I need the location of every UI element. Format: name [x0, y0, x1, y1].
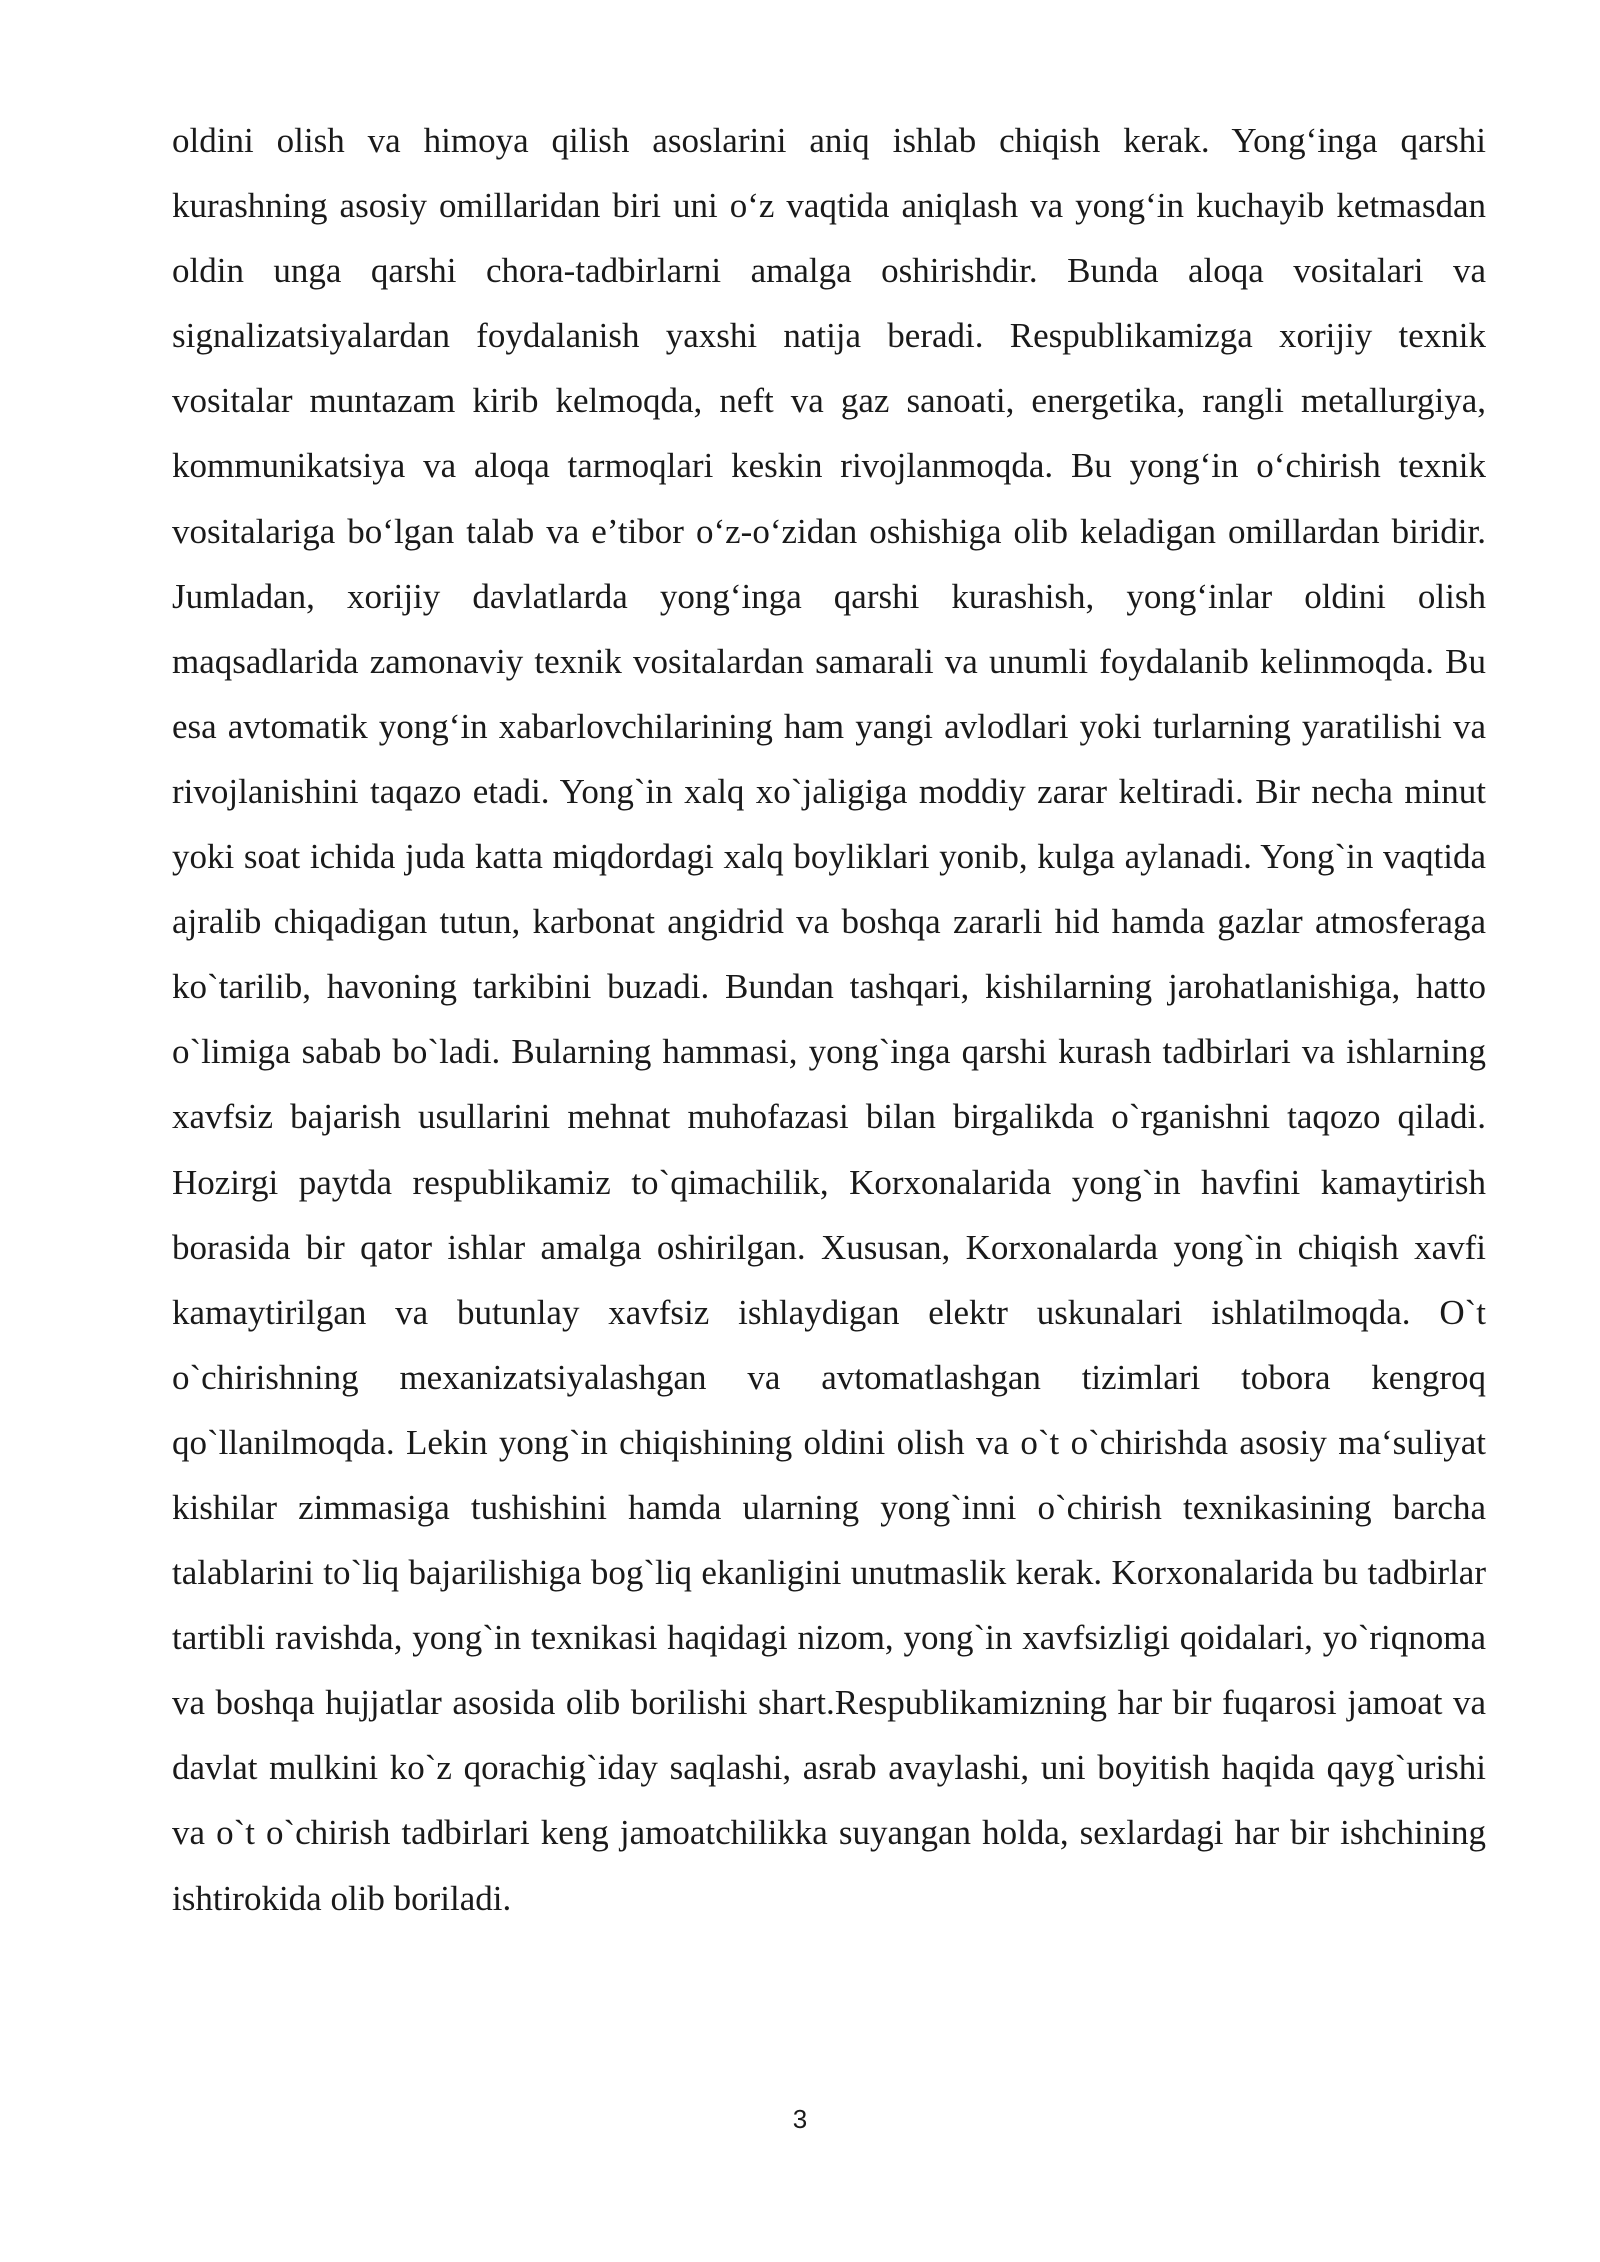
page-number: 3 [792, 2104, 808, 2134]
body-paragraph: oldini olish va himoya qilish asoslarini aniq ishlab chiqish kerak. Yong‘inga qarshi kurashning asosiy omillaridan biri uni o‘z vaqtida aniqlash va yong‘in kuchayib ketmasdan oldin unga qarshi chora-tadbirlarni amalga oshirishdir. Bunda aloqa vositalari va signalizatsiyalardan foydalanish yaxshi natija beradi. Respublikamizga xorijiy texnik vositalar muntazam kirib kelmoqda, neft va gaz sanoati, energetika, rangli metallurgiya, kommunikatsiya va aloqa tarmoqlari keskin rivojlanmoqda. Bu yong‘in o‘chirish texnik vositalariga bo‘lgan talab va e’tibor o‘z-o‘zidan oshishiga olib keladigan omillardan biridir. Jumladan, xorijiy davlatlarda yong‘inga qarshi kurashish, yong‘inlar oldini olish maqsadlarida zamonaviy texnik vositalardan samarali va unumli foydalanib kelinmoqda. Bu esa avtomatik yong‘in xabarlovchilarining ham yangi avlodlari yoki turlarning yaratilishi va rivojlanishini taqazo etadi. Yong`in xalq xo`jaligiga moddiy zarar keltiradi. Bir necha minut yoki soat ichida juda katta miqdordagi xalq boyliklari yonib, kulga aylanadi. Yong`in vaqtida ajralib chiqadigan tutun, karbonat angidrid va boshqa zararli hid hamda gazlar atmosferaga ko`tarilib, havoning tarkibini buzadi. Bundan tashqari, kishilarning jarohatlanishiga, hatto o`limiga sabab bo`ladi. Bularning hammasi, yong`inga qarshi kurash tadbirlari va ishlarning xavfsiz bajarish usullarini mehnat muhofazasi bilan birgalikda o`rganishni taqozo qiladi. Hozirgi paytda respublikamiz to`qimachilik, Korxonalarida yong`in havfini kamaytirish borasida bir qator ishlar amalga oshirilgan. Xususan, Korxonalarda yong`in chiqish xavfi kamaytirilgan va butunlay xavfsiz ishlaydigan elektr uskunalari ishlatilmoqda. O`t o`chirishning mexanizatsiyalashgan va avtomatlashgan tizimlari tobora kengroq qo`llanilmoqda. Lekin yong`in chiqishining oldini olish va o`t o`chirishda asosiy ma‘suliyat kishilar zimmasiga tushishini hamda ularning yong`inni o`chirish texnikasining barcha talablarini to`liq bajarilishiga bog`liq ekanligini unutmaslik kerak. Korxonalarida bu tadbirlar tartibli ravishda, yong`in texnikasi haqidagi nizom, yong`in xavfsizligi qoidalari, yo`riqnoma va boshqa hujjatlar asosida olib borilishi shart.Respublikamizning har bir fuqarosi jamoat va davlat mulkini ko`z qorachig`iday saqlashi, asrab avaylashi, uni boyitish haqida qayg`urishi va o`t o`chirish tadbirlari keng jamoatchilikka suyangan holda, sexlardagi har bir ishchining ishtirokida olib boriladi. [172, 121, 1486, 1918]
